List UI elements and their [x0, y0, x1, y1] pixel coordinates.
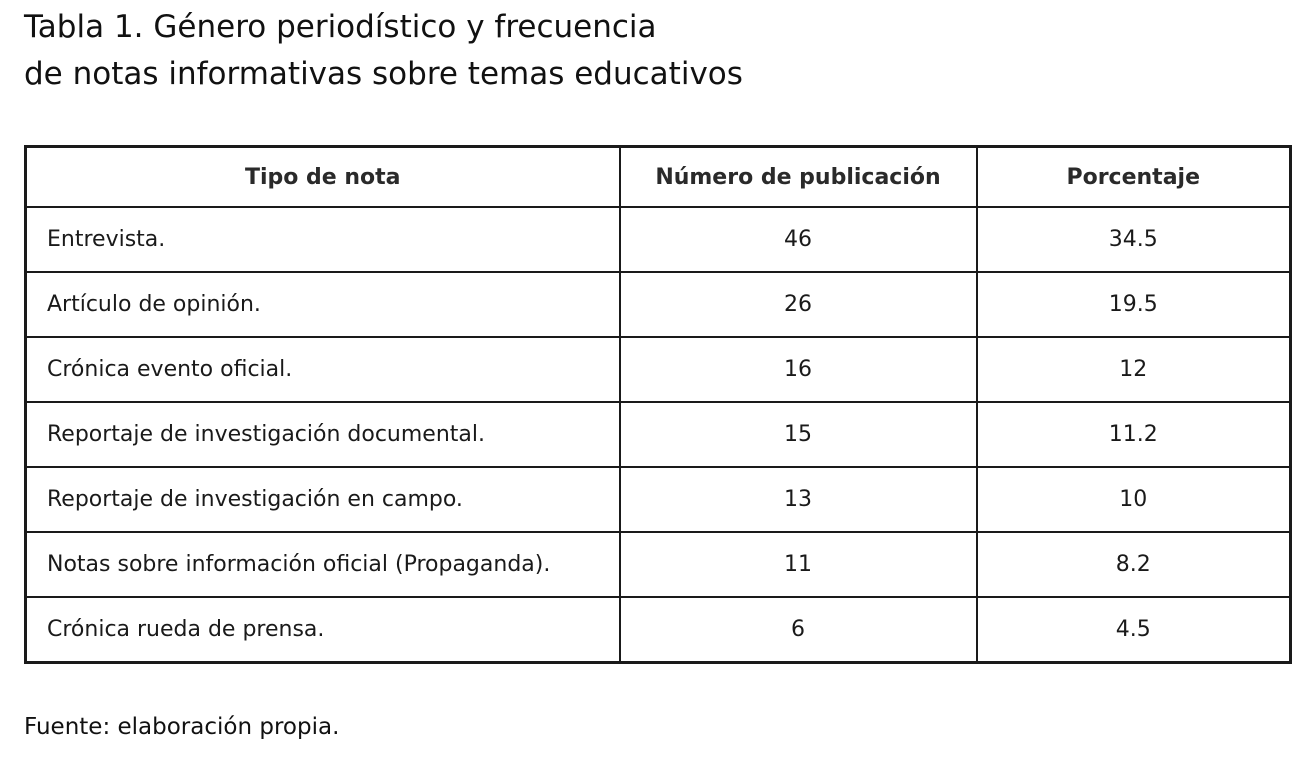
- table-header-row: [26, 147, 1291, 208]
- cell-porcentaje: 19.5: [977, 272, 1291, 337]
- table-row: [26, 532, 1291, 597]
- cell-tipo-de-nota: Crónica rueda de prensa.: [26, 597, 620, 663]
- cell-tipo-de-nota: Reportaje de investigación en campo.: [26, 467, 620, 532]
- cell-tipo-de-nota: Crónica evento oficial.: [26, 337, 620, 402]
- cell-numero-de-publicacion: 11: [620, 532, 977, 597]
- table-row: [26, 402, 1291, 467]
- table-title-line-2: de notas informativas sobre temas educativos: [24, 56, 743, 92]
- cell-numero-de-publicacion: 16: [620, 337, 977, 402]
- cell-tipo-de-nota: Reportaje de investigación documental.: [26, 402, 620, 467]
- cell-tipo-de-nota: Notas sobre información oficial (Propaganda).: [26, 532, 620, 597]
- table-row: [26, 207, 1291, 272]
- cell-tipo-de-nota: Entrevista.: [26, 207, 620, 272]
- cell-numero-de-publicacion: 46: [620, 207, 977, 272]
- table-row: [26, 467, 1291, 532]
- cell-porcentaje: 8.2: [977, 532, 1291, 597]
- cell-numero-de-publicacion: 15: [620, 402, 977, 467]
- table-title-line-1: Tabla 1. Género periodístico y frecuencia: [24, 9, 657, 45]
- cell-porcentaje: 34.5: [977, 207, 1291, 272]
- cell-numero-de-publicacion: 13: [620, 467, 977, 532]
- source-note: Fuente: elaboración propia.: [24, 714, 340, 740]
- cell-tipo-de-nota: Artículo de opinión.: [26, 272, 620, 337]
- column-header-porcentaje: Porcentaje: [977, 147, 1291, 208]
- column-header-numero-de-publicacion: Número de publicación: [620, 147, 977, 208]
- cell-numero-de-publicacion: 6: [620, 597, 977, 663]
- cell-numero-de-publicacion: 26: [620, 272, 977, 337]
- column-header-tipo-de-nota: Tipo de nota: [26, 147, 620, 208]
- table-row: [26, 597, 1291, 663]
- table-row: [26, 272, 1291, 337]
- data-table: [24, 145, 1292, 664]
- cell-porcentaje: 12: [977, 337, 1291, 402]
- table-title: [24, 4, 1284, 98]
- cell-porcentaje: 11.2: [977, 402, 1291, 467]
- table-row: [26, 337, 1291, 402]
- cell-porcentaje: 4.5: [977, 597, 1291, 663]
- cell-porcentaje: 10: [977, 467, 1291, 532]
